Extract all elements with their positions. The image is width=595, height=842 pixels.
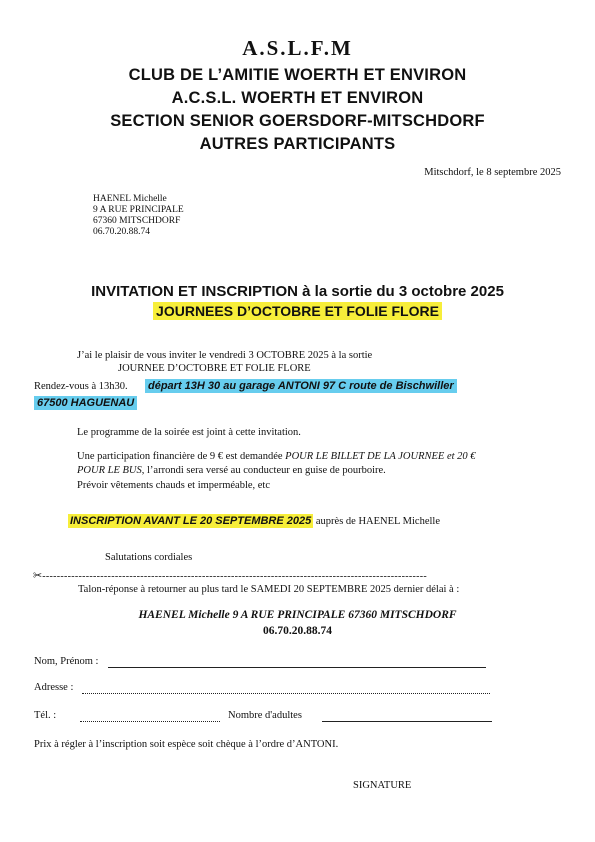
clothing-note: Prévoir vêtements chauds et imperméable, etc (77, 480, 271, 491)
participation-line-1 (77, 451, 476, 462)
sender-block (93, 194, 184, 238)
deadline-line (68, 511, 440, 529)
departure-info: départ 13H 30 au garage ANTONI 97 C route de Bischwiller (145, 379, 457, 393)
cut-line (33, 566, 493, 584)
address-field[interactable] (82, 693, 490, 694)
participation-tip: , l’arrondi sera versé au conducteur en guise de pourboire. (141, 465, 386, 476)
sender-city: 67360 MITSCHDORF (93, 216, 181, 226)
letter-intro: J’ai le plaisir de vous inviter le vendredi 3 OCTOBRE 2025 à la sortie (77, 350, 373, 361)
departure-city: 67500 HAGUENAU (34, 396, 137, 410)
name-field-label: Nom, Prénom : (34, 656, 99, 667)
deadline-highlight: INSCRIPTION AVANT LE 20 SEPTEMBRE 2025 (70, 515, 312, 527)
scissors-icon: ✂ (33, 569, 43, 582)
adults-field[interactable] (322, 721, 492, 722)
participation-ticket: POUR LE BILLET DE LA JOURNEE et 20 € (285, 451, 476, 462)
header-line-participants: AUTRES PARTICIPANTS (199, 135, 396, 153)
invitation-title: INVITATION ET INSCRIPTION à la sortie du 3 octobre 2025 (91, 283, 504, 300)
sender-street: 9 A RUE PRINCIPALE (93, 205, 184, 215)
adults-field-label: Nombre d'adultes (228, 710, 302, 721)
signature-label: SIGNATURE (353, 780, 412, 791)
invitation-subtitle: JOURNEES D’OCTOBRE ET FOLIE FLORE (153, 302, 442, 320)
coupon-instruction: Talon-réponse à retourner au plus tard le SAMEDI 20 SEPTEMBRE 2025 dernier délai à : (78, 584, 460, 595)
outing-name: JOURNEE D’OCTOBRE ET FOLIE FLORE (118, 363, 311, 374)
salutations: Salutations cordiales (105, 552, 193, 563)
header-line-club: CLUB DE L’AMITIE WOERTH ET ENVIRON (128, 66, 467, 84)
header-line-acsl: A.C.S.L. WOERTH ET ENVIRON (171, 89, 424, 107)
participation-bus: POUR LE BUS (77, 465, 142, 476)
rdv-prefix: Rendez-vous à 13h30. (34, 381, 128, 392)
cut-dashes: ---------------------------------------------------------------------------------------------------------- (42, 571, 428, 582)
name-field[interactable] (108, 667, 486, 668)
participation-text: Une participation financière de 9 € est demandée (77, 451, 286, 462)
org-acronym: A.S.L.F.M (242, 36, 353, 60)
sender-phone: 06.70.20.88.74 (93, 227, 150, 237)
deadline-contact: auprès de HAENEL Michelle (313, 516, 440, 527)
header-line-section: SECTION SENIOR GOERSDORF-MITSCHDORF (110, 112, 485, 130)
phone-field-label: Tél. : (34, 710, 57, 721)
sender-name: HAENEL Michelle (93, 194, 167, 204)
payment-note: Prix à régler à l’inscription soit espèce soit chèque à l’ordre d’ANTONI. (34, 739, 339, 750)
place-date: Mitschdorf, le 8 septembre 2025 (424, 167, 561, 178)
return-phone: 06.70.20.88.74 (263, 625, 332, 637)
return-address: HAENEL Michelle 9 A RUE PRINCIPALE 67360 MITSCHDORF (138, 609, 457, 621)
name-field-row (34, 656, 98, 667)
address-field-label: Adresse : (34, 682, 74, 693)
phone-field[interactable] (80, 721, 220, 722)
participation-line-2 (77, 465, 386, 476)
programme-note: Le programme de la soirée est joint à cette invitation. (77, 427, 301, 438)
